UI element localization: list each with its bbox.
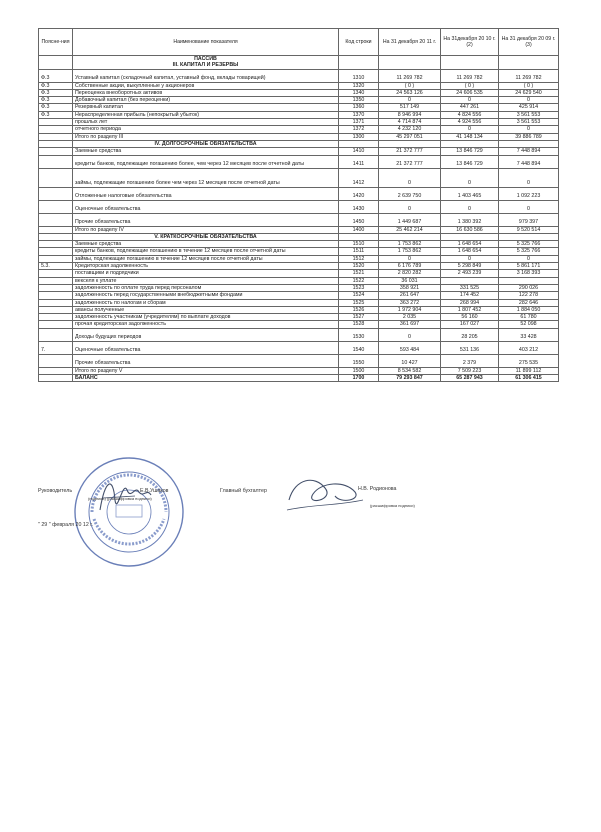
row-code: 1411 xyxy=(339,155,379,168)
header-year-3 xyxy=(499,29,559,56)
table-row xyxy=(39,133,559,140)
row-code: 1350 xyxy=(339,97,379,104)
row-value-2009: 33 428 xyxy=(499,328,559,341)
row-value-2011: ( 0 ) xyxy=(379,82,441,89)
header-year-1-label: На 31 декабря 20 11 г. xyxy=(382,39,437,45)
row-note xyxy=(39,248,73,255)
table-row xyxy=(39,354,559,367)
table-row xyxy=(39,284,559,291)
row-note: Ф.3 xyxy=(39,111,73,118)
balance-sheet-table xyxy=(38,28,559,382)
row-code: 1527 xyxy=(339,314,379,321)
row-name: Итого по разделу IV xyxy=(73,226,339,233)
row-code: 1400 xyxy=(339,226,379,233)
section-title xyxy=(73,56,339,70)
row-value-2010: 167 027 xyxy=(441,321,499,328)
row-value-2010: 56 160 xyxy=(441,314,499,321)
row-name: БАЛАНС xyxy=(73,375,339,382)
row-code: 1540 xyxy=(339,341,379,354)
row-name: Собственные акции, выкупленные у акционеров xyxy=(73,82,339,89)
row-name: Доходы будущих периодов xyxy=(73,328,339,341)
row-value-2010: 2 493 239 xyxy=(441,270,499,277)
row-value-2011: 0 xyxy=(379,168,441,187)
row-name: Оценочные обязательства xyxy=(73,341,339,354)
row-value-2010: 28 205 xyxy=(441,328,499,341)
row-name: задолженность по налогам и сборам xyxy=(73,299,339,306)
row-value-2009: 5 325 766 xyxy=(499,248,559,255)
row-name: векселя к уплате xyxy=(73,277,339,284)
row-value-2009: 5 325 766 xyxy=(499,241,559,248)
table-row xyxy=(39,104,559,111)
row-value-2010: 531 136 xyxy=(441,341,499,354)
row-name: Итого по разделу V xyxy=(73,367,339,374)
row-value-2010: 0 xyxy=(441,126,499,133)
row-value-2009: 425 914 xyxy=(499,104,559,111)
row-name: задолженность участникам (учредителям) по выплате доходов xyxy=(73,314,339,321)
row-value-2009: 122 278 xyxy=(499,292,559,299)
row-value-2010: 41 148 134 xyxy=(441,133,499,140)
table-row xyxy=(39,375,559,382)
row-value-2011: 10 427 xyxy=(379,354,441,367)
row-name: Прочие обязательства xyxy=(73,213,339,226)
row-note xyxy=(39,277,73,284)
row-value-2009: 3 561 553 xyxy=(499,111,559,118)
row-code: 1700 xyxy=(339,375,379,382)
row-value-2011: 6 176 789 xyxy=(379,263,441,270)
row-code: 1370 xyxy=(339,111,379,118)
row-value-2010: 268 994 xyxy=(441,299,499,306)
table-row xyxy=(39,277,559,284)
row-note xyxy=(39,133,73,140)
row-value-2009: 0 xyxy=(499,168,559,187)
row-code: 1320 xyxy=(339,82,379,89)
row-value-2011: 1 972 904 xyxy=(379,306,441,313)
row-name: займы, подлежащие погашению более чем через 12 месяцев после отчетной даты xyxy=(73,168,339,187)
row-value-2011: 0 xyxy=(379,328,441,341)
row-note xyxy=(39,314,73,321)
row-note xyxy=(39,284,73,291)
accountant-name: Н.В. Родионова xyxy=(358,486,397,492)
row-code: 1410 xyxy=(339,148,379,155)
row-value-2011: 358 921 xyxy=(379,284,441,291)
row-value-2009: 11 899 112 xyxy=(499,367,559,374)
row-value-2011: 2 035 xyxy=(379,314,441,321)
head-sub: (подпись) (расшифровка подписи) xyxy=(88,496,152,501)
header-code: Код строки xyxy=(339,29,379,56)
row-value-2009: 0 xyxy=(499,126,559,133)
header-year-3-label: На 31 декабря 20 09 г. xyxy=(501,36,556,42)
row-value-2010: 13 846 729 xyxy=(441,148,499,155)
row-note xyxy=(39,126,73,133)
row-note xyxy=(39,321,73,328)
passiv-title: ПАССИВ xyxy=(194,56,217,62)
table-row xyxy=(39,328,559,341)
row-value-2009: 275 535 xyxy=(499,354,559,367)
row-value-2009: 3 561 553 xyxy=(499,119,559,126)
table-row xyxy=(39,82,559,89)
row-value-2010: 174 452 xyxy=(441,292,499,299)
row-note: Ф.3 xyxy=(39,82,73,89)
row-name: Резервный капитал xyxy=(73,104,339,111)
row-value-2011: 79 293 847 xyxy=(379,375,441,382)
table-row xyxy=(39,367,559,374)
row-value-2009: 24 629 540 xyxy=(499,89,559,96)
row-value-2011: 8 534 582 xyxy=(379,367,441,374)
row-value-2009 xyxy=(499,277,559,284)
row-value-2011: 21 372 777 xyxy=(379,155,441,168)
row-note: Ф.3 xyxy=(39,69,73,82)
header-year-1 xyxy=(379,29,441,56)
header-year-3-sub: (3) xyxy=(525,42,532,48)
header-name: Наименование показателя xyxy=(73,29,339,56)
row-note xyxy=(39,306,73,313)
row-name: Заемные средства xyxy=(73,241,339,248)
section-title: V. КРАТКОСРОЧНЫЕ ОБЯЗАТЕЛЬСТВА xyxy=(73,233,339,240)
header-year-2-label: На 31декабря 20 10 г. xyxy=(443,36,496,42)
row-code: 1360 xyxy=(339,104,379,111)
row-code: 1520 xyxy=(339,263,379,270)
row-code: 1524 xyxy=(339,292,379,299)
header-year-2-sub: (2) xyxy=(466,42,473,48)
row-value-2011: 8 946 994 xyxy=(379,111,441,118)
row-value-2010 xyxy=(441,277,499,284)
row-note: 7. xyxy=(39,341,73,354)
row-name: авансы полученные xyxy=(73,306,339,313)
row-value-2009: 39 886 789 xyxy=(499,133,559,140)
row-code: 1371 xyxy=(339,119,379,126)
row-value-2009: 7 448 894 xyxy=(499,148,559,155)
row-code: 1450 xyxy=(339,213,379,226)
row-note xyxy=(39,354,73,367)
row-value-2009: 1 092 223 xyxy=(499,187,559,200)
section-title: IV. ДОЛГОСРОЧНЫЕ ОБЯЗАТЕЛЬСТВА xyxy=(73,140,339,147)
row-note xyxy=(39,292,73,299)
row-value-2009: 7 448 894 xyxy=(499,155,559,168)
header-year-2 xyxy=(441,29,499,56)
row-note: Ф.3 xyxy=(39,104,73,111)
table-row xyxy=(39,119,559,126)
table-row xyxy=(39,270,559,277)
row-value-2011: 45 297 051 xyxy=(379,133,441,140)
row-value-2010: 0 xyxy=(441,255,499,262)
row-code: 1526 xyxy=(339,306,379,313)
row-value-2010: 1 648 654 xyxy=(441,248,499,255)
row-name: Отложенные налоговые обязательства xyxy=(73,187,339,200)
row-name: поставщики и подрядчики xyxy=(73,270,339,277)
table-row xyxy=(39,292,559,299)
table-row xyxy=(39,226,559,233)
row-value-2011: 0 xyxy=(379,97,441,104)
row-value-2011: 593 484 xyxy=(379,341,441,354)
row-name: задолженность по оплате труда перед персоналом xyxy=(73,284,339,291)
row-value-2011: 1 753 862 xyxy=(379,241,441,248)
row-value-2011: 517 149 xyxy=(379,104,441,111)
row-value-2009: 52 098 xyxy=(499,321,559,328)
table-row xyxy=(39,155,559,168)
table-row xyxy=(39,69,559,82)
row-value-2010: 24 606 535 xyxy=(441,89,499,96)
table-row xyxy=(39,97,559,104)
table-row xyxy=(39,299,559,306)
row-value-2011: 4 232 120 xyxy=(379,126,441,133)
accountant-signature xyxy=(285,470,365,520)
accountant-label: Главный бухгалтер xyxy=(220,488,267,494)
table-row xyxy=(39,248,559,255)
row-note: 5.3. xyxy=(39,263,73,270)
row-code: 1528 xyxy=(339,321,379,328)
row-value-2009: 3 168 393 xyxy=(499,270,559,277)
row-name: Уставный капитал (складочный капитал, уставный фонд, вклады товарищей) xyxy=(73,69,339,82)
row-code: 1521 xyxy=(339,270,379,277)
table-row xyxy=(39,241,559,248)
row-value-2011: 0 xyxy=(379,200,441,213)
table-row xyxy=(39,89,559,96)
row-value-2009: 0 xyxy=(499,200,559,213)
row-value-2011: 261 647 xyxy=(379,292,441,299)
row-value-2010: 0 xyxy=(441,168,499,187)
row-value-2010: 16 630 586 xyxy=(441,226,499,233)
row-code: 1550 xyxy=(339,354,379,367)
header-note: Поясне-ния xyxy=(39,29,73,56)
row-value-2011: 25 462 214 xyxy=(379,226,441,233)
row-value-2010: 5 298 849 xyxy=(441,263,499,270)
table-row xyxy=(39,168,559,187)
row-note xyxy=(39,299,73,306)
table-row xyxy=(39,314,559,321)
table-row xyxy=(39,126,559,133)
row-value-2010: 447 261 xyxy=(441,104,499,111)
row-value-2011: 2 639 750 xyxy=(379,187,441,200)
section-header-long-term xyxy=(39,140,559,147)
row-name: Оценочные обязательства xyxy=(73,200,339,213)
table-row xyxy=(39,111,559,118)
table-row xyxy=(39,187,559,200)
signature-date: " 29 " февраля 20 12 г. xyxy=(38,522,93,528)
row-value-2010: 13 846 729 xyxy=(441,155,499,168)
row-value-2011: 2 820 282 xyxy=(379,270,441,277)
row-name: Итого по разделу III xyxy=(73,133,339,140)
row-code: 1511 xyxy=(339,248,379,255)
row-value-2009: 61 780 xyxy=(499,314,559,321)
row-name: отчетного периода xyxy=(73,126,339,133)
table-row xyxy=(39,306,559,313)
accountant-sub: (расшифровка подписи) xyxy=(370,503,415,508)
row-code: 1525 xyxy=(339,299,379,306)
table-header xyxy=(39,29,559,56)
row-value-2009: 403 212 xyxy=(499,341,559,354)
head-signature xyxy=(95,470,155,518)
row-name: задолженность перед государственными внебюджетными фондами xyxy=(73,292,339,299)
row-name: Прочие обязательства xyxy=(73,354,339,367)
row-value-2011: 1 753 862 xyxy=(379,248,441,255)
row-value-2010: 1 403 465 xyxy=(441,187,499,200)
row-note xyxy=(39,375,73,382)
row-note xyxy=(39,328,73,341)
row-note xyxy=(39,226,73,233)
row-note xyxy=(39,241,73,248)
row-value-2010: 65 287 943 xyxy=(441,375,499,382)
table-row xyxy=(39,263,559,270)
row-value-2009: 9 520 514 xyxy=(499,226,559,233)
row-code: 1412 xyxy=(339,168,379,187)
row-value-2011: 1 449 687 xyxy=(379,213,441,226)
row-code: 1430 xyxy=(339,200,379,213)
row-name: прошлых лет xyxy=(73,119,339,126)
row-note xyxy=(39,168,73,187)
row-value-2010: 1 380 392 xyxy=(441,213,499,226)
row-note: Ф.3 xyxy=(39,97,73,104)
row-note xyxy=(39,155,73,168)
row-note xyxy=(39,187,73,200)
row-value-2009: ( 0 ) xyxy=(499,82,559,89)
table-row xyxy=(39,213,559,226)
row-name: Переоценка внеоборотных активов xyxy=(73,89,339,96)
row-code: 1372 xyxy=(339,126,379,133)
row-code: 1300 xyxy=(339,133,379,140)
row-value-2011: 361 697 xyxy=(379,321,441,328)
row-value-2010: 1 648 654 xyxy=(441,241,499,248)
row-name: займы, подлежащие погашению в течение 12 месяцев после отчетной даты xyxy=(73,255,339,262)
row-value-2010: 7 509 223 xyxy=(441,367,499,374)
row-code: 1522 xyxy=(339,277,379,284)
row-value-2011: 24 563 126 xyxy=(379,89,441,96)
row-note xyxy=(39,367,73,374)
row-code: 1510 xyxy=(339,241,379,248)
row-value-2009: 1 884 050 xyxy=(499,306,559,313)
head-label: Руководитель xyxy=(38,488,73,494)
row-value-2010: 4 924 556 xyxy=(441,119,499,126)
row-value-2011: 0 xyxy=(379,255,441,262)
row-name: Заемные средства xyxy=(73,148,339,155)
capital-section-title: III. КАПИТАЛ И РЕЗЕРВЫ xyxy=(172,62,239,69)
row-value-2010: 0 xyxy=(441,200,499,213)
row-value-2009: 0 xyxy=(499,97,559,104)
row-value-2009: 282 646 xyxy=(499,299,559,306)
row-note xyxy=(39,213,73,226)
row-value-2011: 11 269 782 xyxy=(379,69,441,82)
row-value-2010: 2 379 xyxy=(441,354,499,367)
row-value-2010: 11 269 782 xyxy=(441,69,499,82)
row-code: 1340 xyxy=(339,89,379,96)
row-note xyxy=(39,270,73,277)
row-note: Ф.3 xyxy=(39,89,73,96)
row-value-2011: 4 714 874 xyxy=(379,119,441,126)
row-code: 1500 xyxy=(339,367,379,374)
row-name: Добавочный капитал (без переоценки) xyxy=(73,97,339,104)
table-row xyxy=(39,255,559,262)
row-value-2010: 0 xyxy=(441,97,499,104)
row-value-2009: 979 397 xyxy=(499,213,559,226)
row-value-2011: 363 272 xyxy=(379,299,441,306)
table-row xyxy=(39,341,559,354)
row-value-2011: 36 031 xyxy=(379,277,441,284)
row-value-2009: 0 xyxy=(499,255,559,262)
row-name: Кредиторская задолженность xyxy=(73,263,339,270)
section-header-short-term xyxy=(39,233,559,240)
row-code: 1530 xyxy=(339,328,379,341)
row-note xyxy=(39,200,73,213)
row-value-2009: 290 026 xyxy=(499,284,559,291)
row-value-2010: 1 807 452 xyxy=(441,306,499,313)
table-row xyxy=(39,200,559,213)
row-name: прочая кредиторская задолженность xyxy=(73,321,339,328)
row-value-2010: ( 0 ) xyxy=(441,82,499,89)
row-value-2011: 21 372 777 xyxy=(379,148,441,155)
table-row xyxy=(39,148,559,155)
row-value-2010: 331 525 xyxy=(441,284,499,291)
row-code: 1523 xyxy=(339,284,379,291)
row-value-2009: 5 861 171 xyxy=(499,263,559,270)
row-note xyxy=(39,255,73,262)
row-value-2009: 11 269 782 xyxy=(499,69,559,82)
row-code: 1512 xyxy=(339,255,379,262)
row-name: Нераспределенная прибыль (непокрытый убыток) xyxy=(73,111,339,118)
row-code: 1420 xyxy=(339,187,379,200)
head-name: Е.В.Ушаков xyxy=(140,488,169,494)
row-name: кредиты банков, подлежащие погашению более, чем через 12 месяцев после отчетной даты xyxy=(73,155,339,168)
row-value-2009: 61 306 415 xyxy=(499,375,559,382)
row-code: 1310 xyxy=(339,69,379,82)
section-header-passiv xyxy=(39,56,559,70)
row-note xyxy=(39,119,73,126)
row-value-2010: 4 824 556 xyxy=(441,111,499,118)
row-note xyxy=(39,148,73,155)
row-name: кредиты банков, подлежащие погашению в течение 12 месяцев после отчетной даты xyxy=(73,248,339,255)
table-row xyxy=(39,321,559,328)
